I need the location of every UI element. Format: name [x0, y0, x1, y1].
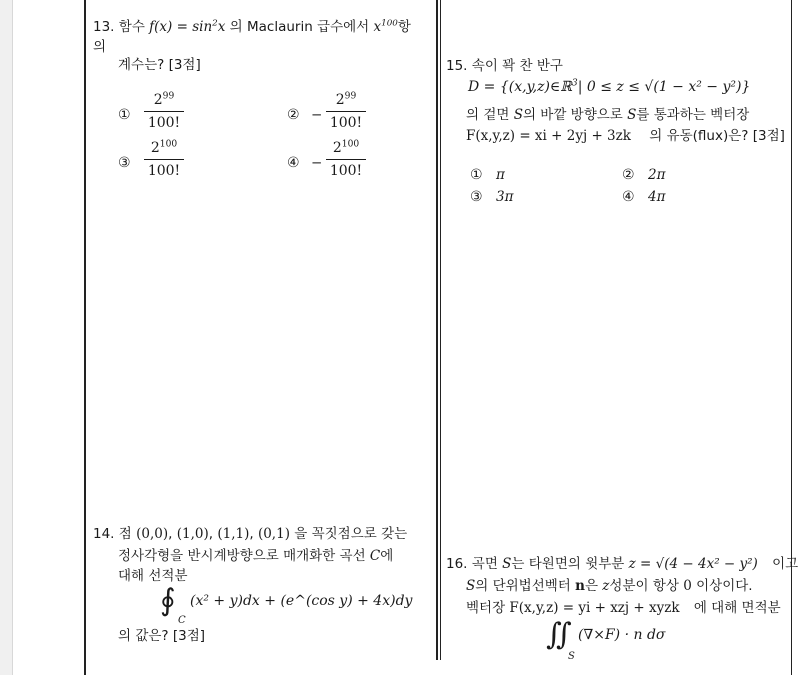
q15-choice-4-mark[interactable]: ④ [622, 189, 635, 205]
q15-choice-3-mark[interactable]: ③ [470, 189, 483, 205]
q16-field: F(x,y,z) = yi + xzj + xyzk [509, 600, 680, 616]
left-border [84, 0, 86, 675]
q13-line2: 계수는? [3점] [118, 57, 201, 73]
q14-integrand: (x² + y)dx + (e^(cos y) + 4x)dy [190, 593, 413, 609]
q13-function: $f(x) = \sin^2x$ [149, 18, 226, 35]
q16-line3: 벡터장 F(x,y,z) = yi + xzj + xyzk 에 대해 면적분 [466, 600, 781, 616]
contour-integral-symbol: ∮ [160, 583, 176, 618]
column-divider [436, 0, 438, 660]
q15-choice-1[interactable]: π [496, 167, 505, 183]
column-divider-2 [440, 0, 441, 660]
q15-field: F(x,y,z) = xi + 2yj + 3zk [466, 128, 631, 144]
right-border [791, 0, 792, 675]
q13-mid: 의 Maclaurin 급수에서 [229, 19, 370, 35]
q15-choice-3[interactable]: 3π [496, 189, 514, 205]
q14-line2: 정사각형을 반시계방향으로 매개화한 곡선 C에 [118, 548, 394, 564]
q13-choice-2[interactable]: $2^{99}$ 100! [326, 91, 366, 132]
q13-choice-1[interactable]: $2^{99}$ 100! [144, 91, 184, 132]
q15-line2: 의 겉면 S의 바깥 방향으로 S를 통과하는 벡터장 [466, 107, 750, 123]
q13-choice-2-mark[interactable]: ② [287, 107, 300, 123]
q15-choice-2-mark[interactable]: ② [622, 167, 635, 183]
q16-line2: S의 단위법선벡터 n은 z성분이 항상 0 이상이다. [466, 578, 753, 594]
q16-integrand: (∇×F) · n dσ [578, 627, 666, 643]
q14-line1: 14. 점 (0,0), (1,0), (1,1), (0,1) 을 꼭짓점으로 갖는 [93, 526, 408, 542]
left-margin [0, 0, 13, 675]
q15-choice-1-mark[interactable]: ① [470, 167, 483, 183]
q15-choice-2[interactable]: 2π [648, 167, 666, 183]
surface-integral-symbol: ∬ [546, 617, 572, 652]
q13-wrap: 의 [93, 39, 107, 55]
q14-line3: 대해 선적분 [118, 568, 188, 584]
q13-after: 항 [397, 19, 411, 35]
q13-term: $x^{100}$ [373, 18, 398, 35]
q13-choice-4[interactable]: $2^{100}$ 100! [326, 139, 366, 180]
q13-intro: 함수 [118, 19, 145, 35]
q15-number: 15. [446, 58, 468, 74]
q13-choice-3[interactable]: $2^{100}$ 100! [144, 139, 184, 180]
q13-choice-1-mark[interactable]: ① [118, 107, 131, 123]
q13-choice-4-mark[interactable]: ④ [287, 155, 300, 171]
q16-line1: 16. 곡면 S는 타원면의 윗부분 z = √(4 − 4x² − y²) 이고 [446, 556, 799, 572]
q14-contour-sub: C [178, 615, 186, 626]
q15-line3: F(x,y,z) = xi + 2yj + 3zk 의 유동(flux)은? [3점] [466, 128, 785, 144]
q13-choice-4-sign: − [311, 155, 323, 171]
q13-choice-2-sign: − [311, 107, 323, 123]
q14-line5: 의 값은? [3점] [118, 628, 206, 644]
q13-choice-3-mark[interactable]: ③ [118, 155, 131, 171]
q13-number: 13. [93, 19, 115, 35]
q16-surface-sub: S [568, 651, 575, 662]
q15-set: D = {(x,y,z)∈ℝ$^3$| 0 ≤ z ≤ √(1 − x² − y²)} [468, 78, 751, 95]
q15-choice-4[interactable]: 4π [648, 189, 666, 205]
q15-title: 속이 꽉 찬 반구 [471, 58, 563, 74]
